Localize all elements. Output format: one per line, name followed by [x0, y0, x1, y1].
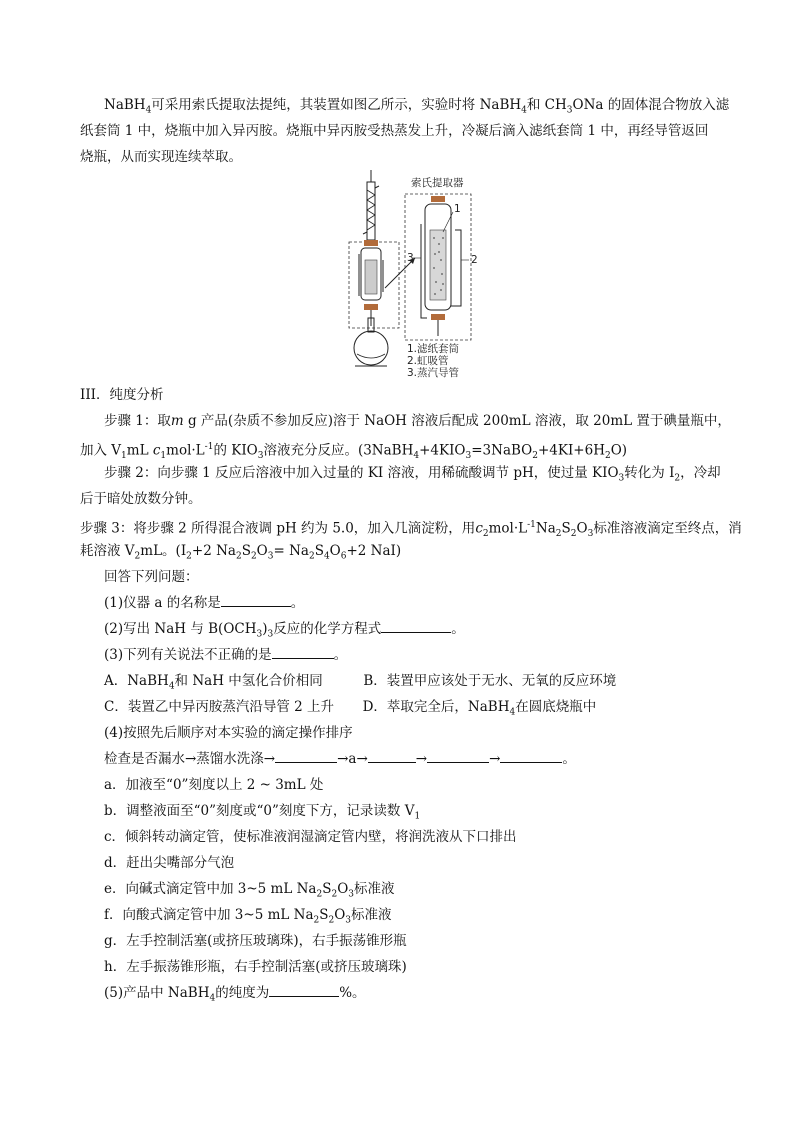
step-item-f: f．向酸式滴定管中加 3~5 mL $Na_2S_2O_3$标准液	[104, 907, 392, 926]
question-3-options-row-2	[104, 696, 720, 724]
question-5: (5)产品中 NaBH$_4$的纯度为 %。	[104, 982, 720, 1010]
soxhlet-apparatus-figure	[335, 168, 485, 378]
figure-label-1: 1	[454, 203, 461, 215]
step2-line-1: 步骤 2：向步骤 1 反应后溶液中加入过量的 KI 溶液，用稀硫酸调节 pH，使过量 $KIO_3$转化为 $I_2$，冷却	[104, 465, 721, 484]
sequence-blank-3[interactable]	[427, 748, 489, 763]
step-item-d: d．赶出尖嘴部分气泡	[104, 855, 235, 871]
option-a: A．NaBH$_4$和 NaH 中氢化合价相同	[104, 673, 323, 692]
answer-blank-1[interactable]	[221, 592, 291, 607]
figure-legend-1: 1.滤纸套筒	[407, 343, 460, 355]
figure-label-3: 3	[407, 252, 414, 264]
figure-label-2: 2	[471, 254, 478, 266]
intro-line-3: 烧瓶，从而实现连续萃取。	[80, 149, 242, 165]
step2-line-2: 后于暗处放数分钟。	[80, 491, 202, 507]
sequence-blank-1[interactable]	[275, 748, 337, 763]
step-item-h: h．左手振荡锥形瓶，右手控制活塞(或挤压玻璃珠)	[104, 959, 407, 975]
step1-line-2: 加入 $V_1mL$ $c_1mol\cdot L^{-1}$的 $KIO_3$溶液充分反应。$(3NaBH_4+4KIO_3=3NaBO_2+4KI+6H_2O)$	[80, 442, 628, 462]
step-item-e: e．向碱式滴定管中加 3~5 mL $Na_2S_2O_3$标准液	[104, 881, 395, 900]
option-b: B．装置甲应该处于无水、无氧的反应环境	[363, 673, 617, 689]
figure-caption-title: 索氏提取器	[411, 177, 464, 189]
question-4: (4)按照先后顺序对本实验的滴定操作排序	[104, 725, 353, 741]
question-2: (2)写出 NaH 与 $B(OCH_3)_3$反应的化学方程式 。	[104, 618, 720, 646]
questions-intro: 回答下列问题：	[104, 569, 199, 585]
step3-line-1: 步骤 3：将步骤 2 所得混合液调 pH 约为 5.0，加入几滴淀粉，用$c_2mol\cdot L^{-1}Na_2S_2O_3$标准溶液滴定至终点，消	[80, 520, 742, 540]
question-4-sequence: 检查是否漏水→蒸馏水洗涤→ →a→ → → 。	[104, 748, 720, 770]
figure-legend-2: 2.虹吸管	[407, 355, 449, 367]
answer-blank-2[interactable]	[381, 618, 451, 633]
question-3-options-row-1	[104, 670, 720, 698]
question-3: (3)下列有关说法不正确的是 。	[104, 644, 720, 666]
answer-blank-5[interactable]	[269, 982, 339, 997]
step-item-c: c．倾斜转动滴定管，使标准液润湿滴定管内壁，将润洗液从下口排出	[104, 829, 517, 845]
soxhlet-diagram	[335, 168, 485, 378]
step-item-b: b．调整液面至“0”刻度或“0”刻度下方，记录读数 $V_1$	[104, 803, 421, 822]
option-d: D．萃取完全后，NaBH$_4$在圆底烧瓶中	[362, 699, 597, 718]
figure-legend-3: 3.蒸汽导管	[407, 367, 460, 378]
step-item-g: g．左手控制活塞(或挤压玻璃珠)，右手振荡锥形瓶	[104, 933, 407, 949]
sequence-blank-2[interactable]	[368, 748, 416, 763]
question-1: (1)仪器 a 的名称是 。	[104, 592, 720, 614]
step1-line-1: 步骤 1：取m g 产品(杂质不参加反应)溶于 NaOH 溶液后配成 200mL 溶液，取 20mL 置于碘量瓶中，	[104, 413, 731, 429]
step3-line-2: 耗溶液 $V_2mL$。($I_2+2$ $Na_2S_2O_3= Na_2S_4O_6+2$ NaI)	[80, 543, 402, 562]
answer-blank-3[interactable]	[272, 644, 334, 659]
intro-line-1: NaBH$_4$可采用索氏提取法提纯，其装置如图乙所示，实验时将 NaBH$_4$和 $CH_3ONa$ 的固体混合物放入滤	[104, 97, 730, 116]
section-heading: III．纯度分析	[80, 387, 164, 403]
option-c: C．装置乙中异丙胺蒸汽沿导管 2 上升	[104, 699, 335, 715]
step-item-a: a．加液至“0”刻度以上 2 ~ 3mL 处	[104, 777, 324, 793]
intro-line-2: 纸套筒 1 中，烧瓶中加入异丙胺。烧瓶中异丙胺受热蒸发上升，冷凝后滴入滤纸套筒 1 中，再经导管返回	[80, 123, 709, 139]
sequence-blank-4[interactable]	[500, 748, 562, 763]
